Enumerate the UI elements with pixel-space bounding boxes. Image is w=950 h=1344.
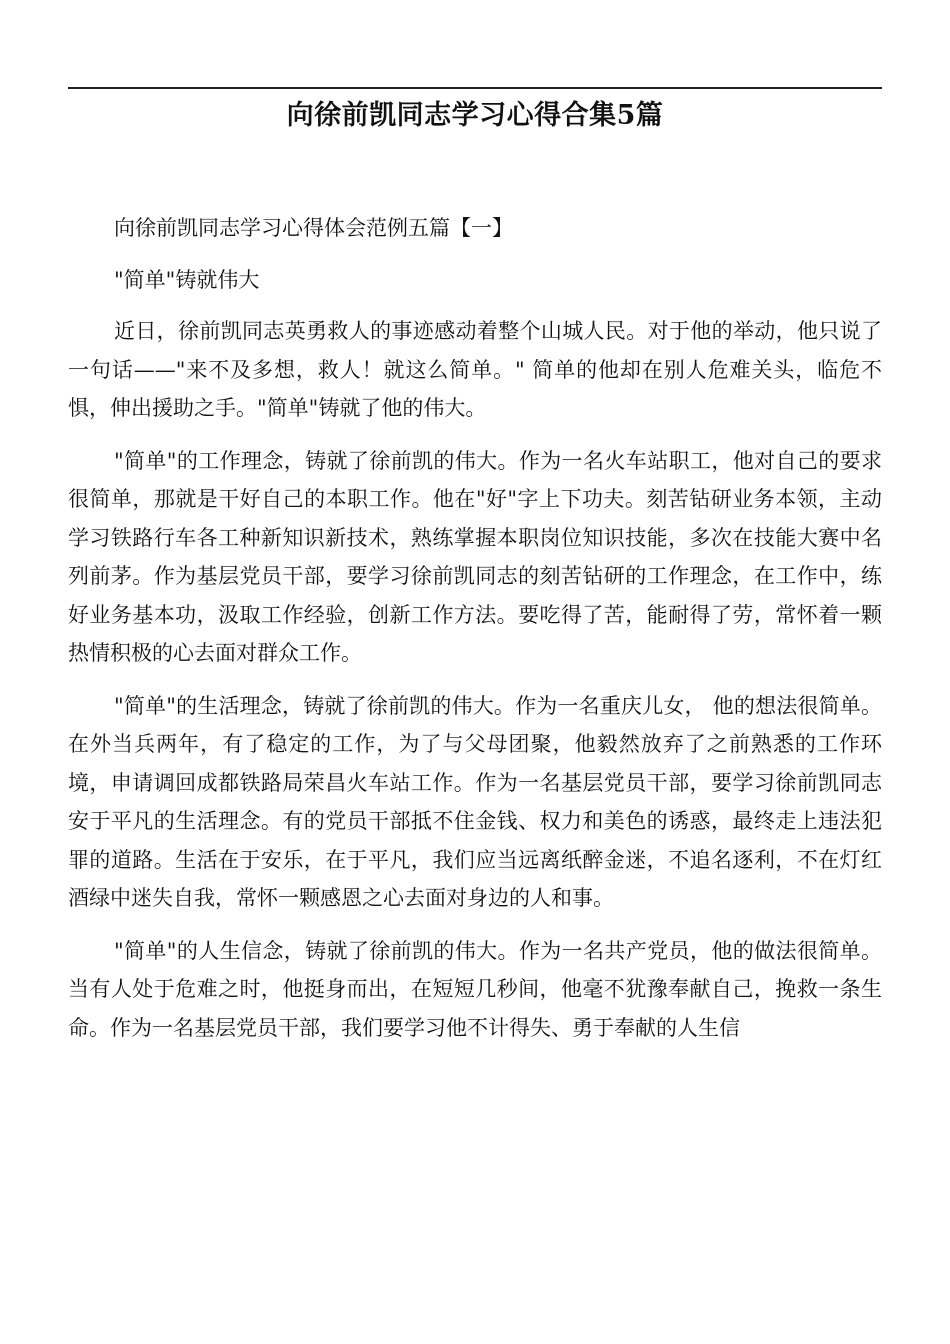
header-rule [68,87,882,89]
document-title: 向徐前凯同志学习心得合集5篇 [286,100,664,131]
paragraph: 近日，徐前凯同志英勇救人的事迹感动着整个山城人民。对于他的举动，他只说了一句话——"来不及多想，救人！就这么简单。" 简单的他却在别人危难关头，临危不惧，伸出援助之手。"简单"铸就了他的伟大。 [68,319,882,420]
paragraph: "简单"的工作理念，铸就了徐前凯的伟大。作为一名火车站职工，他对自己的要求很简单，那就是干好自己的本职工作。他在"好"字上下功夫。刻苦钻研业务本领，主动学习铁路行车各工种新知识新技术，熟练掌握本职岗位知识技能，多次在技能大赛中名列前茅。作为基层党员干部，要学习徐前凯同志的刻苦钻研的工作理念，在工作中，练好业务基本功，汲取工作经验，创新工作方法。要吃得了苦，能耐得了劳，常怀着一颗热情积极的心去面对群众工作。 [68,448,882,665]
document-body [68,209,882,1061]
section-heading: 向徐前凯同志学习心得体会范例五篇【一】 [114,216,513,240]
paragraph: "简单"的生活理念，铸就了徐前凯的伟大。作为一名重庆儿女， 他的想法很简单。在外当兵两年，有了稳定的工作，为了与父母团聚，他毅然放弃了之前熟悉的工作环境，申请调回成都铁路局荣昌火车站工作。作为一名基层党员干部，要学习徐前凯同志安于平凡的生活理念。有的党员干部抵不住金钱、权力和美色的诱惑，最终走上违法犯罪的道路。生活在于安乐，在于平凡，我们应当远离纸醉金迷，不追名逐利，不在灯红酒绿中迷失自我，常怀一颗感恩之心去面对身边的人和事。 [68,693,882,910]
paragraph: "简单"的人生信念，铸就了徐前凯的伟大。作为一名共产党员，他的做法很简单。当有人处于危难之时，他挺身而出，在短短几秒间，他毫不犹豫奉献自己，挽救一条生命。作为一名基层党员干部，我们要学习他不计得失、勇于奉献的人生信 [68,938,882,1040]
section-subtitle: "简单"铸就伟大 [114,267,260,292]
